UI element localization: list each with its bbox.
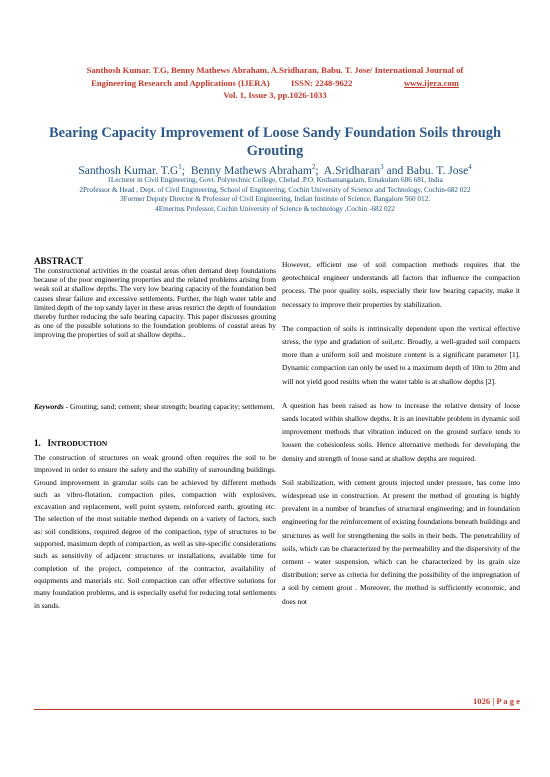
right-column — [282, 258, 520, 619]
author-2-mark: 2 — [311, 163, 316, 171]
keywords — [34, 402, 276, 411]
header-line-2 — [0, 77, 550, 90]
introduction-text — [34, 452, 276, 612]
affiliations — [40, 176, 510, 214]
journal-name: Engineering Research and Applications (IJERA) — [91, 77, 270, 88]
abstract-text — [34, 266, 276, 340]
keywords-label: Keywords — [34, 402, 64, 411]
right-paragraph-3: A question has been raised as how to increase the relative density of loose sands located within shallow depths. It is an inevitable problem in dynamic soil improvement methods that vibration induced on the ground surface tends to loosen the cohesionless soils. Hence alternative methods for developing the density and strength of loose sand at shallow depths are required. — [282, 400, 520, 463]
right-paragraph-2: The compaction of soils is intrinsically dependent upon the vertical effective stress, the type and gradation of soil,etc. Broadly, a well-graded soil compacts more than a uniform soil and moisture content is a significant parameter [1]. Dynamic compaction can only be used to a maximum depth of 10m to 20m and will not yield good results when the water table is at shallow depths [2]. — [282, 323, 520, 386]
heading-rest: NTRODUCTION — [51, 439, 108, 448]
author-2: Benny Mathews Abraham — [190, 163, 312, 177]
header-line-1: Santhosh Kumar. T.G, Benny Mathews Abraham, A.Sridharan, Babu. T. Jose/ International Journal of — [86, 65, 464, 75]
journal-website-link[interactable]: www.ijera.com — [403, 77, 459, 88]
section-number: 1. — [34, 438, 41, 448]
right-paragraph-1: However, efficient use of soil compaction methods requires that the geotechnical engineer understands all factors that influence the compaction process. The poor quality soils, especially their low bearing capacity, make it necessary to improve their properties by stabilization. — [282, 260, 520, 309]
right-paragraph-4: Soil stabilization, with cement grouts injected under pressure, has come into widespread use in construction. At present the method of grouting is highly prevalent in a number of branches of structural engineering; and in foundation engineering for the reinforcement of existing foundations beneath buildings and structures as well for strengthening the soils in their beds. The penetrability of soils, which can be characterized by the permeability and the dispersivity of the cement - water suspension, which can be characterized by its grain size distribution; serve as criteria for defining the possibility of the impregnation of a soil by cement grout . Moreover, the method is sufficiently economic, and does not — [282, 477, 520, 606]
author-1: Santhosh Kumar. T.G — [78, 163, 179, 177]
author-1-mark: 1 — [178, 163, 182, 171]
issn: ISSN: 2248-9622 — [291, 77, 353, 88]
heading-initial: I — [47, 438, 52, 448]
author-list: Santhosh Kumar. $T.G^1$; Benny Mathews Abraham$^2$; A.Sridharan$^3$ and Babu. T. Jose$^4$ — [78, 163, 472, 177]
section-heading-introduction — [34, 438, 107, 448]
footer-rule — [34, 709, 520, 710]
journal-header — [0, 64, 550, 102]
author-4: Babu. T. Jose — [406, 163, 469, 177]
affiliation-2: 2Professor & Head , Dept. of Civil Engineering, School of Engineering, Cochin University of Science and Technology, Cochin-682 022 — [79, 185, 471, 194]
page-number: 1026 | P a g e — [472, 696, 520, 706]
header-line-3: Vol. 1, Issue 3, pp.1026-1033 — [223, 90, 327, 100]
abstract-body: The constructional activities in the coastal areas often demand deep foundations because of the poor engineering properties and the related problems arising from weak soil at shallow depths. The very low bearing capacity of the foundation bed causes shear failure and excessive settlements. Further, the high water table and limited depth of the top sandy layer in these areas restrict the depth of foundation thereby further reducing the safe bearing capacity. This paper discusses grouting as one of the possible solutions to the foundation problems of coastal areas by improving the properties of soil at shallow depths.. — [34, 266, 276, 340]
affiliation-3: 3Former Deputy Director & Professor of Civil Engineering, Indian Institute of Science, Bangalore 560 012. — [120, 195, 430, 204]
author-3-mark: 3 — [380, 163, 384, 171]
author-3: A.Sridharan — [323, 163, 381, 177]
affiliation-4: 4Emeritus Professor, Cochin University of Science & technology ,Cochin -682 022 — [155, 204, 395, 213]
abstract-heading: ABSTRACT — [34, 256, 84, 266]
introduction-body: The construction of structures on weak ground often requires the soil to be improved in order to ensure the safety and the stability of surrounding buildings. Ground improvement in granular soils can be achieved by different methods such as vibro-flotation, compaction piles, compaction with explosives, excavation and replacement, well point system, reinforced earth, grouting etc. The selection of the most suitable method depends on a variety of factors, such as: soil conditions, required degree of the compaction, type of structures to be supported, maximum depth of compaction, as well as site-specific considerations such as sensitivity of adjacent structures or installations, available time for completion of the project, competence of the contractor, availability of equipments and materials etc. Soil compaction can offer effective solutions for many foundation problems, and is especially useful for reducing total settlements in sands. — [34, 453, 276, 610]
affiliation-1: 1Lecturer in Civil Engineering, Govt. Polytechnic College, Chelad .P.O. Kothamangalam, Ernakulam 686 681, India — [107, 176, 443, 184]
author-4-mark: 4 — [468, 163, 472, 171]
paper-title: Bearing Capacity Improvement of Loose Sandy Foundation Soils through Grouting — [48, 125, 502, 159]
keywords-list: - Grouting; sand; cement; shear strength; bearing capacity; settlement. — [63, 402, 275, 411]
